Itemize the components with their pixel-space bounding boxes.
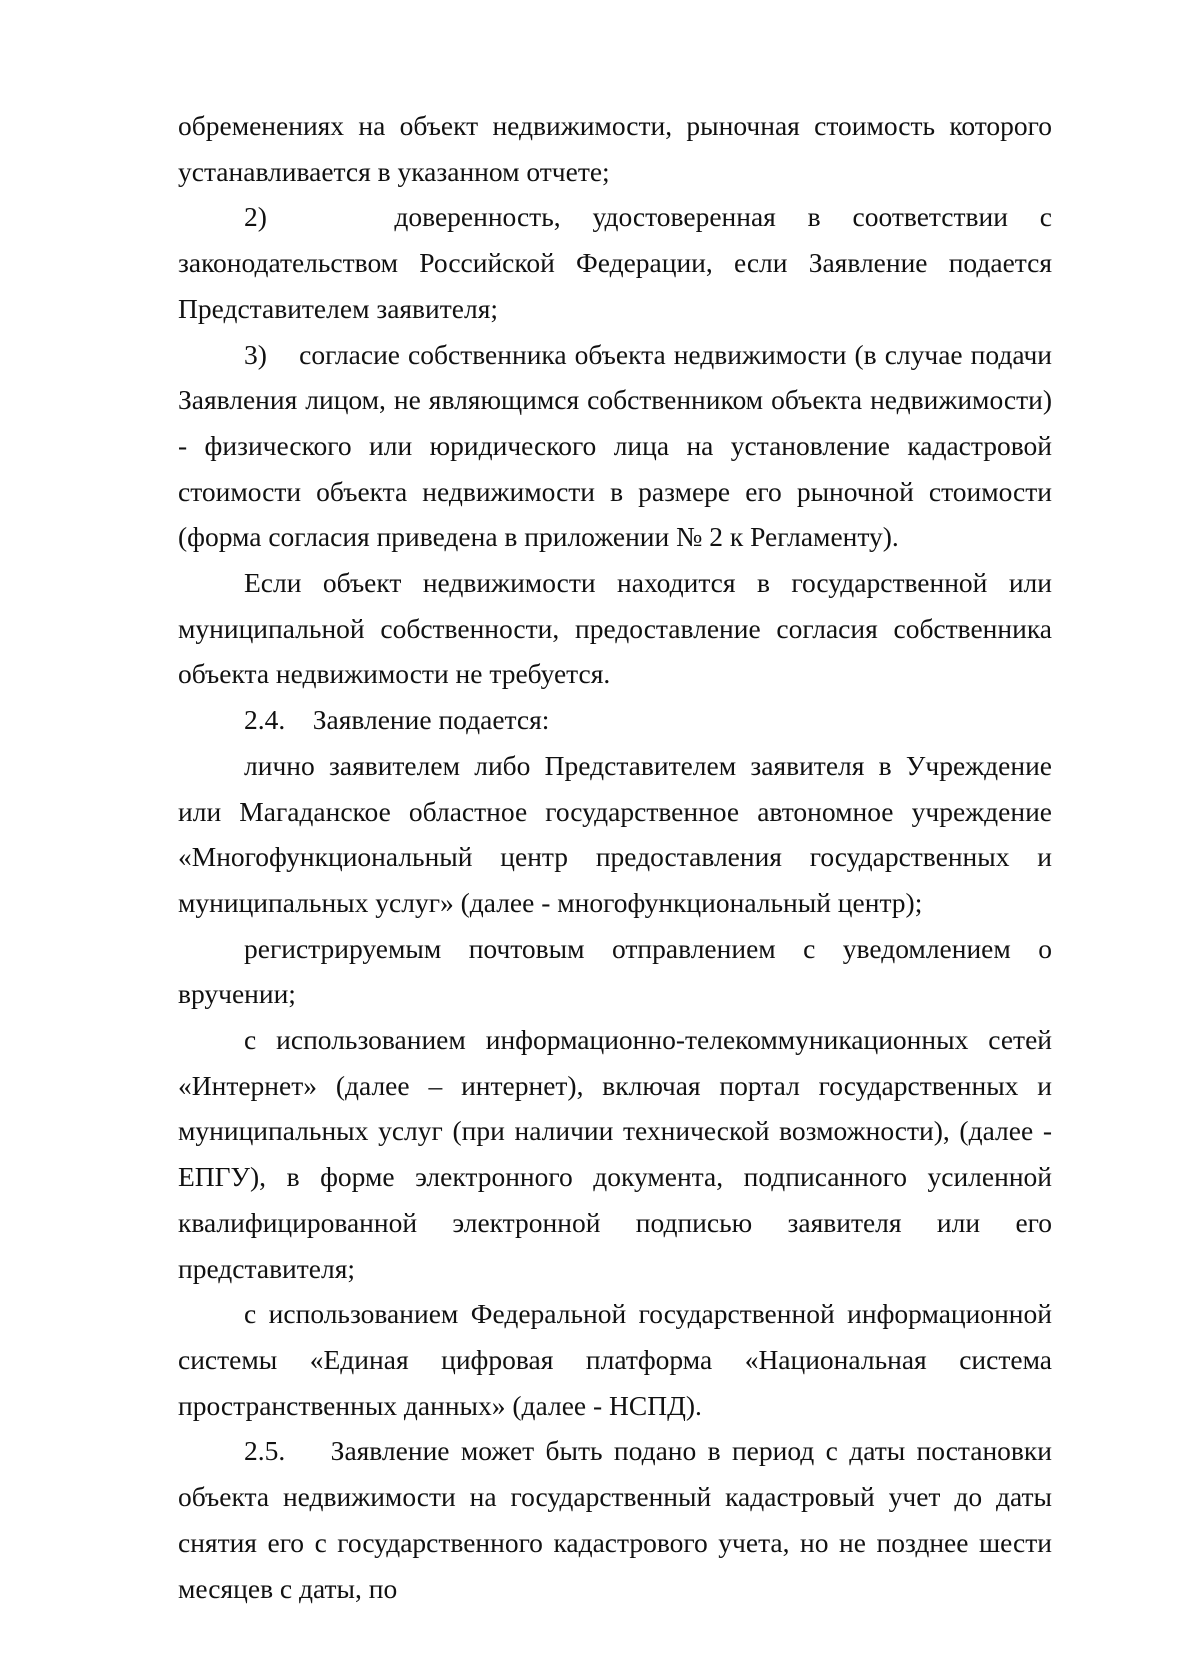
paragraph-state-property: Если объект недвижимости находится в государственной или муниципальной собственности, предоставление согласия собственника объекта недвижимости не требуется. xyxy=(178,567,1052,690)
document-body xyxy=(178,103,1052,1611)
paragraph-section-2-5: 2.5. Заявление может быть подано в период с даты постановки объекта недвижимости на государственный кадастровый учет до даты снятия его с государственного кадастрового учета, но не позднее шести месяцев с даты, по xyxy=(178,1435,1052,1604)
paragraph-mail: регистрируемым почтовым отправлением с уведомлением о вручении; xyxy=(178,932,1052,1010)
paragraph-item-2: 2) доверенность, удостоверенная в соответствии с законодательством Российской Федерации, если Заявление подается Представителем заявителя; xyxy=(178,201,1052,324)
paragraph-section-2-4: 2.4. Заявление подается: xyxy=(244,704,550,736)
paragraph-internet: с использованием информационно-телекоммуникационных сетей «Интернет» (далее – интернет), включая портал государственных и муниципальных услуг (при наличии технической возможности), (далее - ЕПГУ), в форме электронного документа, подписанного усиленной квалифицированной электронной подписью заявителя или его представителя; xyxy=(178,1024,1052,1284)
paragraph-in-person: лично заявителем либо Представителем заявителя в Учреждение или Магаданское областное государственное автономное учреждение «Многофункциональный центр предоставления государственных и муниципальных услуг» (далее - многофункциональный центр); xyxy=(178,749,1052,918)
paragraph-continuation: обременениях на объект недвижимости, рыночная стоимость которого устанавливается в указанном отчете; xyxy=(178,110,1052,187)
paragraph-item-3: 3) согласие собственника объекта недвижимости (в случае подачи Заявления лицом, не являющимся собственником объекта недвижимости) - физического или юридического лица на установление кадастровой стоимости объекта недвижимости в размере его рыночной стоимости (форма согласия приведена в приложении № 2 к Регламенту). xyxy=(178,338,1052,553)
paragraph-nspd: с использованием Федеральной государственной информационной системы «Единая цифровая платформа «Национальная система пространственных данных» (далее - НСПД). xyxy=(178,1298,1052,1421)
